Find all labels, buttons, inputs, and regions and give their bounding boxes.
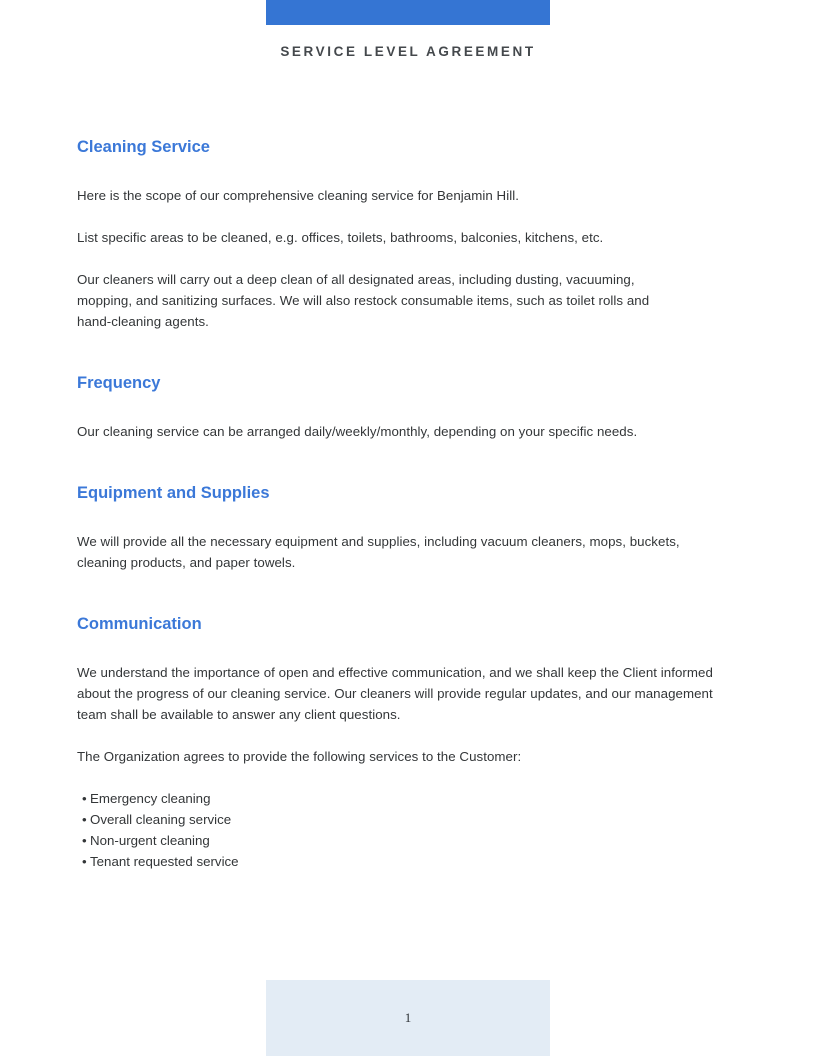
paragraph-frequency: Our cleaning service can be arranged daily/weekly/monthly, depending on your specific needs. bbox=[77, 424, 638, 439]
page-number: 1 bbox=[404, 1010, 412, 1025]
footer-box bbox=[266, 980, 550, 1056]
paragraph-communication: We understand the importance of open and effective communication, and we shall keep the Client informed about the progress of our cleaning service. Our cleaners will provide regular updates, and our management team shall be available to answer any client questions. bbox=[77, 665, 713, 722]
paragraph-deep-clean: Our cleaners will carry out a deep clean of all designated areas, including dusting, vacuuming, mopping, and sanitizing surfaces. We will also restock consumable items, such as toilet rolls and hand-cleaning agents. bbox=[77, 272, 650, 329]
list-item: • Non-urgent cleaning bbox=[77, 830, 239, 851]
list-item: • Overall cleaning service bbox=[77, 809, 239, 830]
services-list bbox=[77, 788, 239, 872]
paragraph-list-areas: List specific areas to be cleaned, e.g. offices, toilets, bathrooms, balconies, kitchens, etc. bbox=[77, 230, 604, 245]
section-heading-cleaning-service: Cleaning Service bbox=[77, 138, 210, 156]
header-accent-bar bbox=[266, 0, 550, 25]
paragraph-equipment: We will provide all the necessary equipment and supplies, including vacuum cleaners, mops, buckets, cleaning products, and paper towels. bbox=[77, 534, 680, 570]
list-item: • Tenant requested service bbox=[77, 851, 239, 872]
section-heading-equipment-and-supplies: Equipment and Supplies bbox=[77, 484, 270, 502]
section-heading-communication: Communication bbox=[77, 615, 202, 633]
paragraph-organization-agrees: The Organization agrees to provide the following services to the Customer: bbox=[77, 749, 522, 764]
paragraph-scope: Here is the scope of our comprehensive cleaning service for Benjamin Hill. bbox=[77, 188, 519, 203]
document-title: SERVICE LEVEL AGREEMENT bbox=[280, 44, 536, 59]
list-item: • Emergency cleaning bbox=[77, 788, 239, 809]
section-heading-frequency: Frequency bbox=[77, 374, 161, 392]
